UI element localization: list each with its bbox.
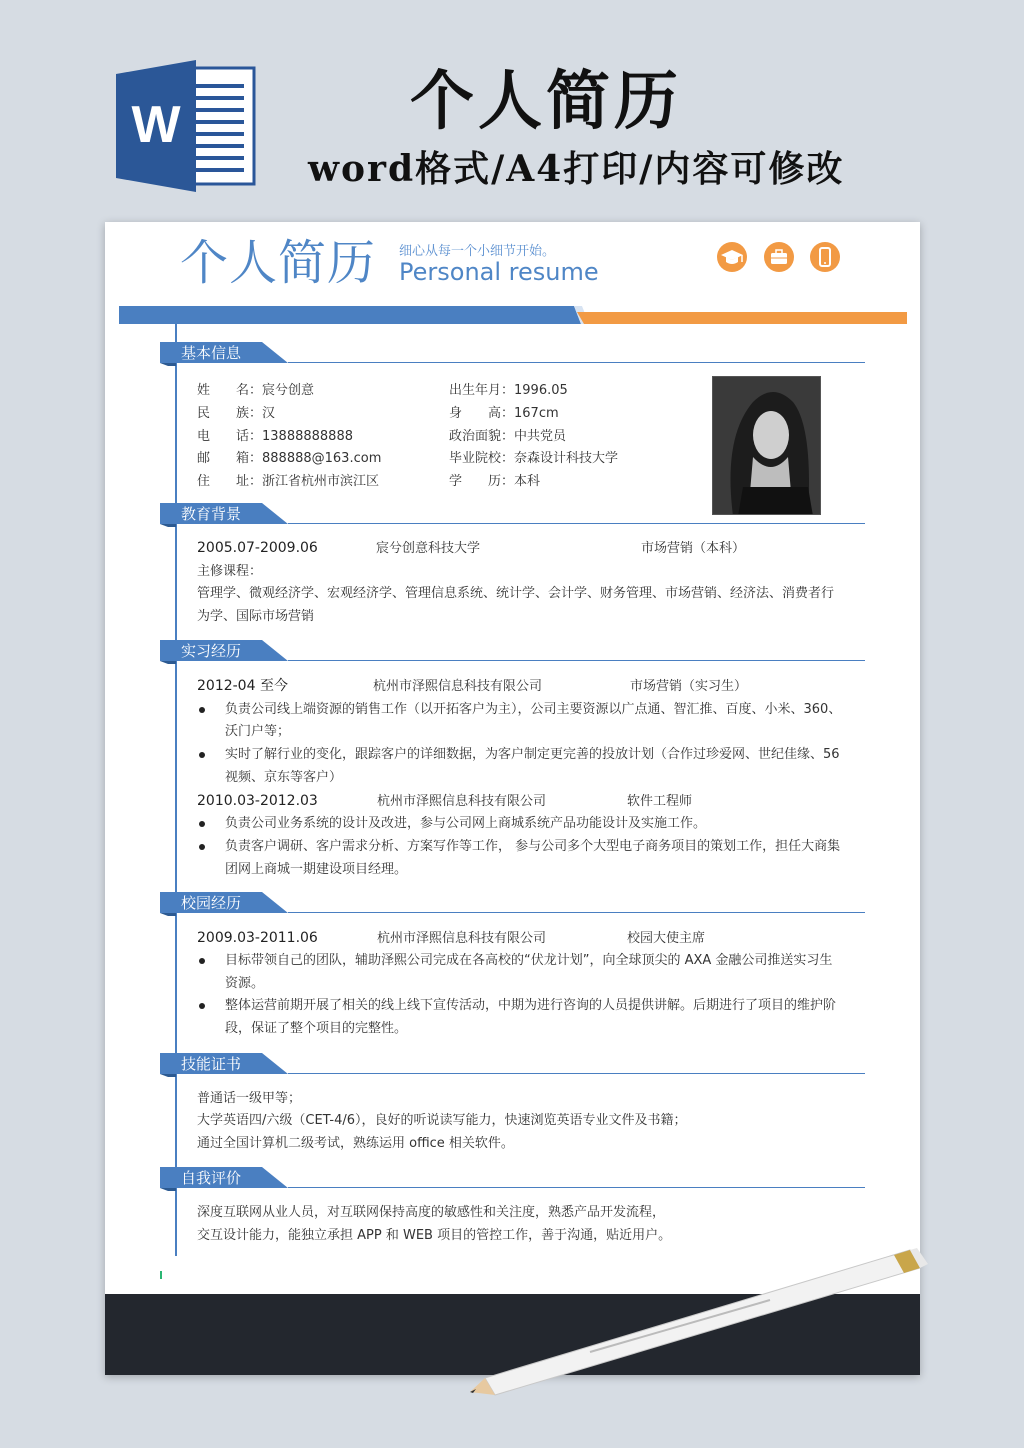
edu-courses-line2: 为学、国际市场营销 xyxy=(197,609,315,624)
section-divider xyxy=(288,1073,865,1074)
edu-date: 2005.07-2009.06 xyxy=(197,540,318,556)
section-divider xyxy=(288,912,865,913)
section-title: 实习经历 xyxy=(181,642,242,660)
self-line1: 深度互联网从业人员，对互联网保持高度的敏感性和关注度，熟悉产品开发流程， xyxy=(197,1205,666,1220)
section-divider xyxy=(288,362,865,363)
section-basic-info xyxy=(160,342,865,366)
info-name: 姓 名：宸兮创意 xyxy=(197,383,315,398)
banner-title: 个人简历 xyxy=(410,64,682,139)
info-ethnicity: 民 族：汉 xyxy=(197,406,276,421)
campus-date: 2009.03-2011.06 xyxy=(197,930,318,946)
bullet-dot xyxy=(199,752,205,758)
campus-role: 校园大使主席 xyxy=(627,931,706,946)
info-birth: 出生年月：1996.05 xyxy=(449,383,568,398)
job1-date: 2012-04 至今 xyxy=(197,678,288,694)
resume-tagline: 细心从每一个小细节开始。 xyxy=(399,244,556,259)
campus-bullet1-line2: 资源。 xyxy=(225,976,265,991)
section-education xyxy=(160,503,865,527)
section-self-eval xyxy=(160,1167,865,1191)
job2-date: 2010.03-2012.03 xyxy=(197,793,318,809)
resume-english-title: Personal resume xyxy=(399,258,599,286)
bullet-dot xyxy=(199,844,205,850)
bullet-dot xyxy=(199,707,205,713)
resume-page xyxy=(105,222,920,1375)
job1-role: 市场营销（实习生） xyxy=(630,679,748,694)
pencil-decoration xyxy=(440,1230,940,1410)
resume-title: 个人简历 xyxy=(180,235,377,291)
campus-bullet2-line1: 整体运营前期开展了相关的线上线下宣传活动，中期为进行咨询的人员提供讲解。后期进行了项目的维护阶 xyxy=(225,998,837,1013)
edu-courses-label: 主修课程： xyxy=(197,564,263,579)
section-title: 基本信息 xyxy=(181,344,242,362)
info-height: 身 高：167cm xyxy=(449,406,559,421)
info-email: 邮 箱：888888@163.com xyxy=(197,451,382,466)
word-app-icon xyxy=(116,60,256,192)
section-divider xyxy=(288,660,865,661)
bullet-dot xyxy=(199,958,205,964)
section-title: 教育背景 xyxy=(181,505,242,523)
campus-bullet2-line2: 段，保证了整个项目的完整性。 xyxy=(225,1021,408,1036)
job2-bullet1-line1: 负责公司业务系统的设计及改进，参与公司网上商城系统产品功能设计及实施工作。 xyxy=(225,816,707,831)
bullet-dot xyxy=(199,821,205,827)
info-phone: 电 话：13888888888 xyxy=(197,429,353,444)
briefcase-icon xyxy=(764,242,794,272)
timeline-line xyxy=(175,324,177,1256)
section-divider xyxy=(288,1187,865,1188)
job1-bullet2-line1: 实时了解行业的变化，跟踪客户的详细数据，为客户制定更完善的投放计划（合作过珍爱网、世纪佳缘、56 xyxy=(225,747,840,762)
section-title: 自我评价 xyxy=(181,1169,242,1187)
job2-company: 杭州市泽熙信息科技有限公司 xyxy=(377,794,547,809)
edu-courses-line1: 管理学、微观经济学、宏观经济学、管理信息系统、统计学、会计学、财务管理、市场营销、经济法、消费者行 xyxy=(197,586,835,601)
section-skills xyxy=(160,1053,865,1077)
graduation-cap-icon xyxy=(717,242,747,272)
info-address: 住 址：浙江省杭州市滨江区 xyxy=(197,474,380,489)
job1-bullet2-line2: 视频、京东等客户） xyxy=(225,770,343,785)
job1-bullet1-line1: 负责公司线上端资源的销售工作（以开拓客户为主），公司主要资源以广点通、智汇推、百度、小米、360、 xyxy=(225,702,842,717)
edu-major: 市场营销（本科） xyxy=(641,541,746,556)
timeline-end-tick xyxy=(160,1271,162,1279)
phone-icon xyxy=(810,242,840,272)
header-icons xyxy=(717,242,847,274)
bullet-dot xyxy=(199,1003,205,1009)
campus-bullet1-line1: 目标带领自己的团队，辅助泽熙公司完成在各高校的“伏龙计划”，向全球顶尖的 AXA 金融公司推送实习生 xyxy=(225,953,833,968)
banner-subtitle: word格式/A4打印/内容可修改 xyxy=(308,148,845,190)
job2-bullet2-line2: 团网上商城一期建设项目经理。 xyxy=(225,862,408,877)
section-internship xyxy=(160,640,865,664)
word-logo-letter: W xyxy=(131,96,181,154)
campus-company: 杭州市泽熙信息科技有限公司 xyxy=(377,931,547,946)
info-school: 毕业院校：奈森设计科技大学 xyxy=(449,451,619,466)
edu-school: 宸兮创意科技大学 xyxy=(376,541,481,556)
info-degree: 学 历：本科 xyxy=(449,474,541,489)
section-title: 校园经历 xyxy=(181,894,242,912)
section-campus xyxy=(160,892,865,916)
header-color-bar xyxy=(119,306,907,326)
info-political: 政治面貌：中共党员 xyxy=(449,429,567,444)
profile-photo xyxy=(712,376,821,515)
job1-bullet1-line2: 沃门户等； xyxy=(225,724,291,739)
section-title: 技能证书 xyxy=(181,1055,242,1073)
skill-line3: 通过全国计算机二级考试，熟练运用 office 相关软件。 xyxy=(197,1136,514,1151)
job2-role: 软件工程师 xyxy=(627,794,693,809)
job1-company: 杭州市泽熙信息科技有限公司 xyxy=(373,679,543,694)
self-line2: 交互设计能力，能独立承担 APP 和 WEB 项目的管控工作，善于沟通，贴近用户。 xyxy=(197,1228,672,1243)
skill-line1: 普通话一级甲等； xyxy=(197,1091,302,1106)
skill-line2: 大学英语四/六级（CET-4/6），良好的听说读写能力，快速浏览英语专业文件及书籍； xyxy=(197,1113,687,1128)
job2-bullet2-line1: 负责客户调研、客户需求分析、方案写作等工作， 参与公司多个大型电子商务项目的策划工作，担任大商集 xyxy=(225,839,841,854)
section-divider xyxy=(288,523,865,524)
